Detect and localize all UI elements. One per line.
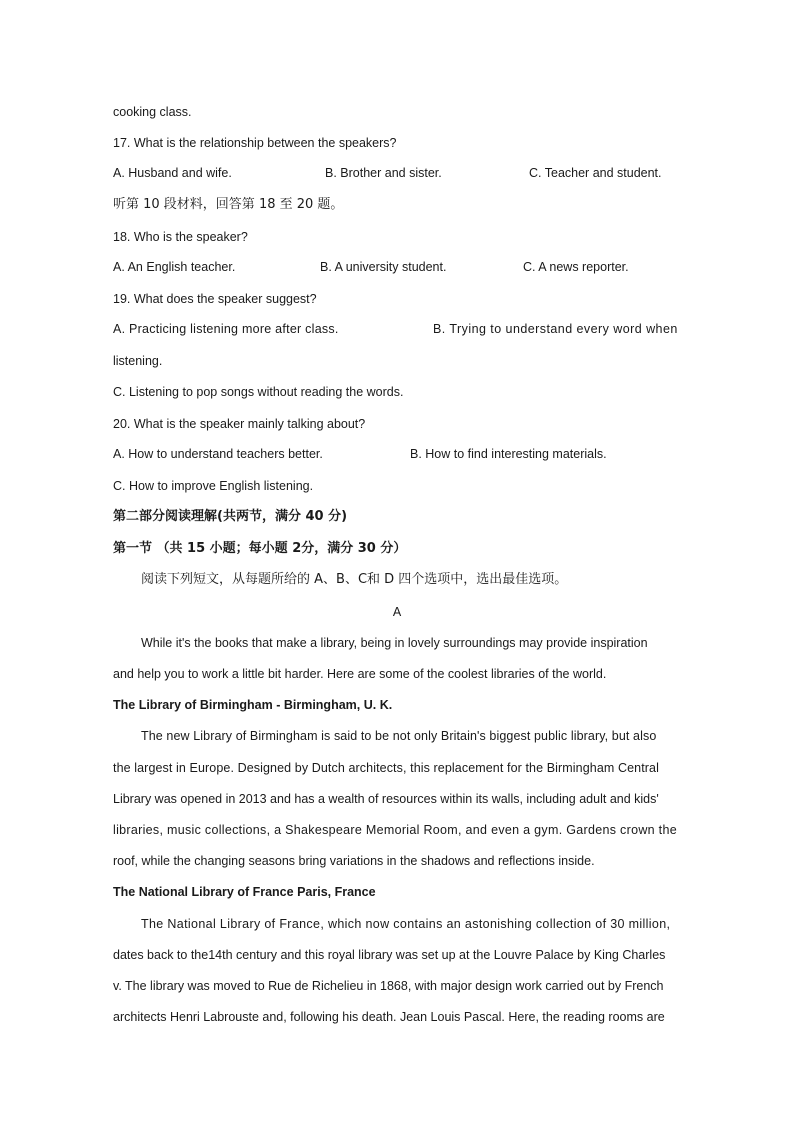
section-one-title: 第一节 （共 15 小题；每小题 2分，满分 30 分） bbox=[113, 541, 407, 556]
text-line: cooking class. bbox=[113, 105, 192, 119]
option-a: A. Husband and wife. bbox=[113, 166, 232, 180]
paragraph-line: roof, while the changing seasons bring variations in the shadows and reflections inside. bbox=[113, 854, 595, 868]
paragraph-line: the largest in Europe. Designed by Dutch architects, this replacement for the Birmingham Central bbox=[113, 761, 659, 775]
instruction-text: 听第 10 段材料，回答第 18 至 20 题。 bbox=[113, 197, 344, 212]
paragraph-line: and help you to work a little bit harder. Here are some of the coolest libraries of the world. bbox=[113, 667, 607, 681]
options-row-19 bbox=[113, 322, 681, 338]
option-a: A. How to understand teachers better. bbox=[113, 447, 323, 461]
paragraph-line: The National Library of France, which now contains an astonishing collection of 30 million, bbox=[141, 917, 671, 931]
paragraph-line: v. The library was moved to Rue de Richelieu in 1868, with major design work carried out by French bbox=[113, 979, 664, 993]
section-heading: The Library of Birmingham - Birmingham, U. K. bbox=[113, 698, 393, 712]
option-a: A. Practicing listening more after class. bbox=[113, 322, 339, 336]
options-row-18 bbox=[113, 260, 681, 276]
reading-instruction: 阅读下列短文，从每题所给的 A、B、C和 D 四个选项中，选出最佳选项。 bbox=[141, 572, 568, 587]
passage-label: A bbox=[392, 605, 402, 619]
option-c: C. A news reporter. bbox=[523, 260, 629, 274]
options-row-17 bbox=[113, 166, 681, 182]
paragraph-line: dates back to the14th century and this royal library was set up at the Louvre Palace by King Charles bbox=[113, 948, 666, 962]
question-17: 17. What is the relationship between the speakers? bbox=[113, 136, 397, 150]
paragraph-line: libraries, music collections, a Shakespeare Memorial Room, and even a gym. Gardens crown the bbox=[113, 823, 677, 837]
paragraph-line: The new Library of Birmingham is said to be not only Britain's biggest public library, but also bbox=[141, 729, 657, 743]
option-a: A. An English teacher. bbox=[113, 260, 236, 274]
question-18: 18. Who is the speaker? bbox=[113, 230, 248, 244]
option-b: B. A university student. bbox=[320, 260, 447, 274]
option-c: C. Listening to pop songs without reading the words. bbox=[113, 385, 404, 399]
paragraph-line: architects Henri Labrouste and, following his death. Jean Louis Pascal. Here, the reading rooms are bbox=[113, 1010, 665, 1024]
option-b: B. How to find interesting materials. bbox=[410, 447, 607, 461]
question-20: 20. What is the speaker mainly talking about? bbox=[113, 417, 366, 431]
part-two-title: 第二部分阅读理解(共两节，满分 40 分) bbox=[113, 509, 348, 524]
option-b: B. Trying to understand every word when bbox=[433, 322, 678, 336]
section-heading: The National Library of France Paris, France bbox=[113, 885, 376, 899]
paragraph-line: Library was opened in 2013 and has a wealth of resources within its walls, including adult and kids' bbox=[113, 792, 659, 806]
options-row-20 bbox=[113, 447, 681, 463]
option-c: C. How to improve English listening. bbox=[113, 479, 314, 493]
option-b-continued: listening. bbox=[113, 354, 163, 368]
question-19: 19. What does the speaker suggest? bbox=[113, 292, 317, 306]
option-c: C. Teacher and student. bbox=[529, 166, 662, 180]
option-b: B. Brother and sister. bbox=[325, 166, 442, 180]
paragraph-line: While it's the books that make a library, being in lovely surroundings may provide inspiration bbox=[141, 636, 648, 650]
